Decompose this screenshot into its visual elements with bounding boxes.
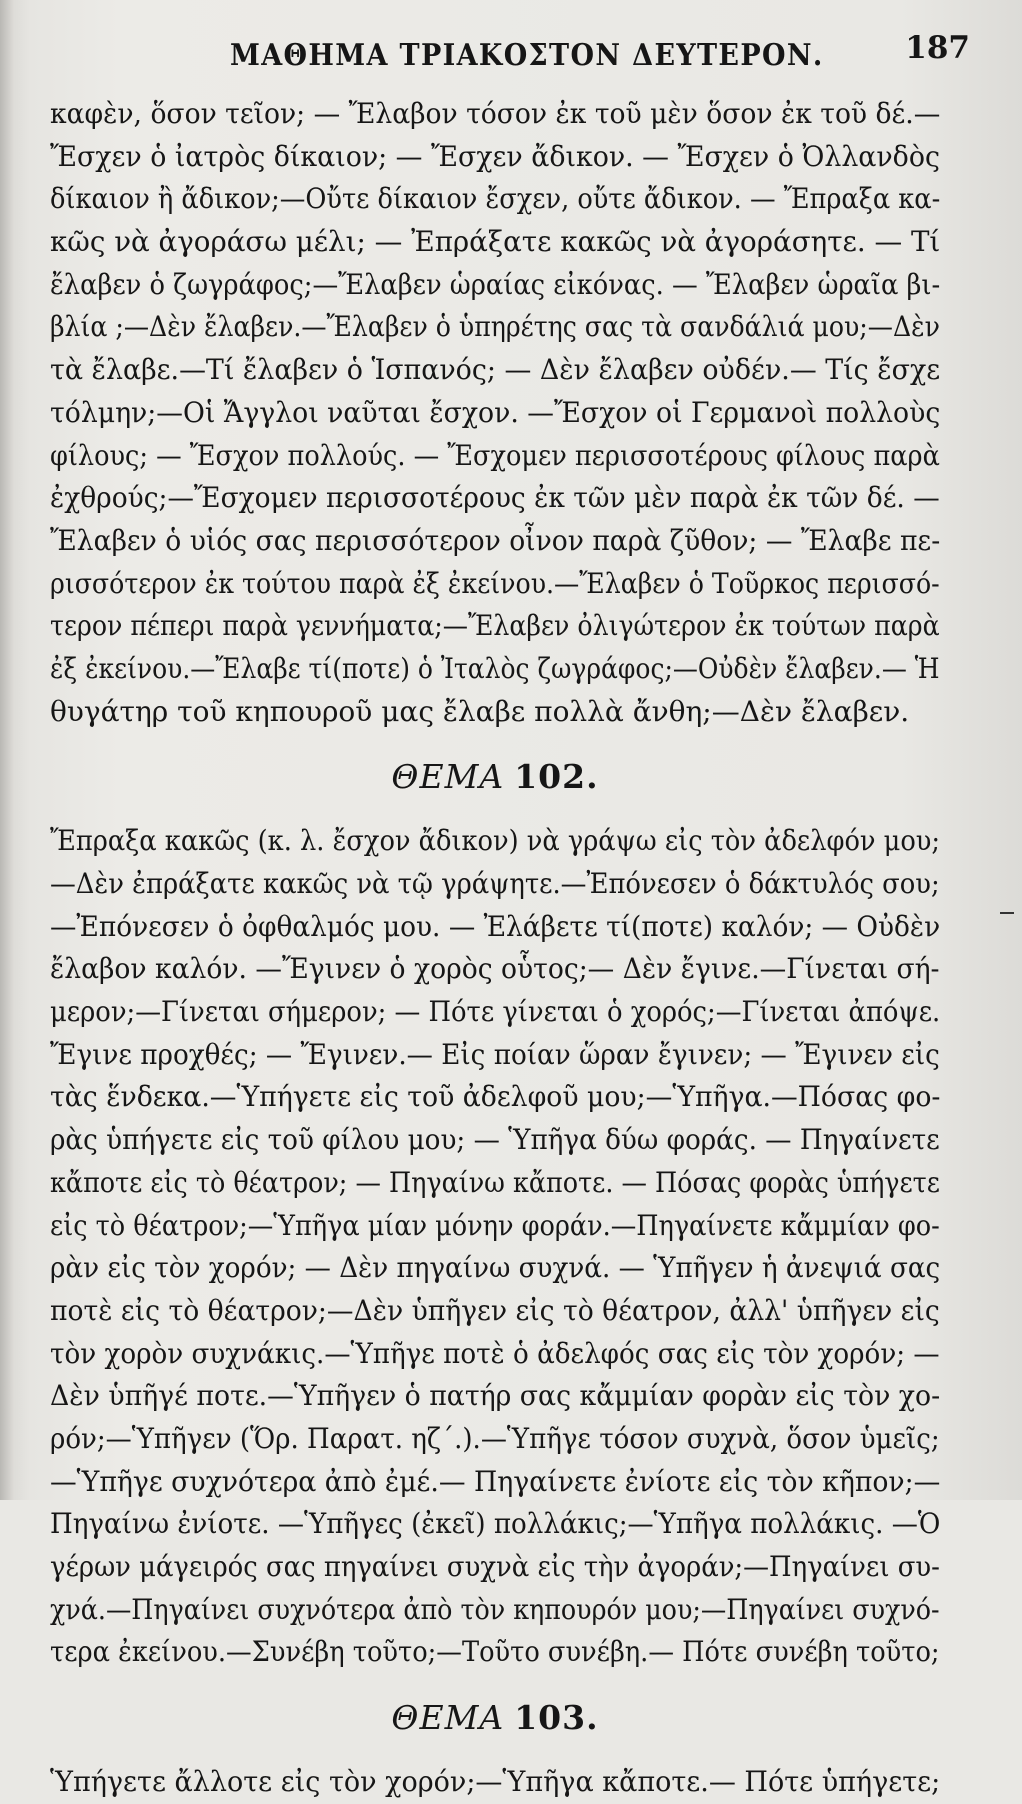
text-line: —Ἐπόνεσεν ὁ ὀφθαλμός μου. — Ἐλάβετε τί(ποτε) καλόν; — Οὐδὲν xyxy=(50,909,941,943)
text-line: —Δὲν ἐπράξατε κακῶς νὰ τῷ γράψητε.—Ἐπόνεσεν ὁ δάκτυλός σου; xyxy=(50,867,940,900)
text-line: γέρων μάγειρός σας πηγαίνει συχνὰ εἰς τὴν ἀγοράν;—Πηγαίνει συ- xyxy=(50,1550,940,1583)
text-line: ρὰς ὑπήγετε εἰς τοῦ φίλου μου; — Ὑπῆγα δύω φοράς. — Πηγαίνετε xyxy=(50,1123,940,1157)
text-line: ρισσότερον ἐκ τούτου παρὰ ἐξ ἐκείνου.—Ἔλαβεν ὁ Τοῦρκος περισσό- xyxy=(50,566,940,600)
theme-number: 102. xyxy=(514,757,599,797)
page-number: 187 xyxy=(905,30,970,66)
theme-number: 103. xyxy=(514,1698,599,1738)
text-line: ρὰν εἰς τὸν χορόν; — Δὲν πηγαίνω συχνά. — Ὑπῆγεν ἡ ἀνεψιά σας xyxy=(50,1251,941,1285)
text-line: Ἔγινε προχθές; — Ἔγινεν.— Εἰς ποίαν ὥραν ἔγινεν; — Ἔγινεν εἰς xyxy=(50,1037,940,1071)
text-line: θυγάτηρ τοῦ κηπουροῦ μας ἔλαβε πολλὰ ἄνθη;—Δὲν ἔλαβεν. xyxy=(50,694,910,728)
text-line: Ἔσχεν ὁ ἰατρὸς δίκαιον; — Ἔσχεν ἄδικον. — Ἔσχεν ὁ Ὀλλανδὸς xyxy=(50,139,940,173)
text-line: Πηγαίνω ἐνίοτε. —Ὑπῆγες (ἐκεῖ) πολλάκις;—Ὑπῆγα πολλάκις. —Ὁ xyxy=(50,1507,941,1541)
text-line: ἔλαβον καλόν. —Ἔγινεν ὁ χορὸς οὗτος;— Δὲν ἔγινε.—Γίνεται σή- xyxy=(50,952,940,986)
text-line: τὰς ἕνδεκα.—Ὑπήγετε εἰς τοῦ ἀδελφοῦ μου;—Ὑπῆγα.—Πόσας φο- xyxy=(50,1080,941,1114)
text-line: κῶς νὰ ἀγοράσω μέλι; — Ἐπράξατε κακῶς νὰ ἀγοράσητε. — Τί xyxy=(50,225,941,259)
text-line: Ἔλαβεν ὁ υἱός σας περισσότερον οἶνον παρὰ ζῦθον; — Ἔλαβε πε- xyxy=(50,523,941,557)
page-header xyxy=(48,30,984,80)
theme-label: ΘΕΜΑ xyxy=(391,1698,505,1738)
page-binding-edge xyxy=(0,0,14,1500)
text-line: τερον πέπερι παρὰ γεννήματα;—Ἔλαβεν ὀλιγώτερον ἐκ τούτων παρὰ xyxy=(50,609,940,643)
paragraph-3 xyxy=(50,1761,940,1804)
text-line: ἐχθρούς;—Ἔσχομεν περισσοτέρους ἐκ τῶν μὲν παρὰ ἐκ τῶν δέ. — xyxy=(50,481,940,515)
paragraph-1 xyxy=(50,93,940,733)
text-line: κἄποτε εἰς τὸ θέατρον; — Πηγαίνω κἄποτε. — Πόσας φορὰς ὑπήγετε xyxy=(50,1165,940,1199)
paragraph-2 xyxy=(50,820,940,1674)
theme-label: ΘΕΜΑ xyxy=(391,757,505,797)
text-line: ἐξ ἐκείνου.—Ἔλαβε τί(ποτε) ὁ Ἰταλὸς ζωγράφος;—Οὐδὲν ἔλαβεν.— Ἡ xyxy=(50,651,940,685)
text-line: δίκαιον ἢ ἄδικον;—Οὔτε δίκαιον ἔσχεν, οὔτε ἄδικον. — Ἔπραξα κα- xyxy=(50,182,941,216)
text-line: εἰς τὸ θέατρον;—Ὑπῆγα μίαν μόνην φοράν.—Πηγαίνετε κἄμμίαν φο- xyxy=(50,1208,940,1242)
text-line: φίλους; — Ἔσχον πολλούς. — Ἔσχομεν περισσοτέρους φίλους παρὰ xyxy=(50,438,940,472)
text-line: καφὲν, ὅσον τεῖον; — Ἔλαβον τόσον ἐκ τοῦ μὲν ὅσον ἐκ τοῦ δέ.— xyxy=(50,97,941,130)
text-line: ποτὲ εἰς τὸ θέατρον;—Δὲν ὑπῆγεν εἰς τὸ θέατρον, ἀλλ' ὑπῆγεν εἰς xyxy=(50,1293,940,1327)
section-heading-theme-102 xyxy=(50,733,940,820)
text-line: τὰ ἔλαβε.—Τί ἔλαβεν ὁ Ἱσπανός; — Δὲν ἔλαβεν οὐδέν.— Τίς ἔσχε xyxy=(50,353,941,387)
running-head: ΜΑΘΗΜΑ ΤΡΙΑΚΟΣΤΟΝ ΔΕΥΤΕΡΟΝ. xyxy=(230,38,824,73)
text-line: ἔλαβεν ὁ ζωγράφος;—Ἔλαβεν ὡραίας εἰκόνας. — Ἔλαβεν ὡραῖα βι- xyxy=(50,267,941,301)
text-block xyxy=(50,93,940,1804)
text-line: χνά.—Πηγαίνει συχνότερα ἀπὸ τὸν κηπουρόν μου;—Πηγαίνει συχνό- xyxy=(50,1592,940,1626)
text-line: Ἔπραξα κακῶς (κ. λ. ἔσχον ἄδικον) νὰ γράψω εἰς τὸν ἀδελφόν μου; xyxy=(50,824,941,858)
text-line: τόλμην;—Οἱ Ἄγγλοι ναῦται ἔσχον. —Ἔσχον οἱ Γερμανοὶ πολλοὺς xyxy=(50,395,941,429)
text-line: ρόν;—Ὑπῆγεν (Ὅρ. Παρατ. ηζ΄.).—Ὑπῆγε τόσον συχνὰ, ὅσον ὑμεῖς; xyxy=(50,1421,940,1455)
section-heading-theme-103 xyxy=(50,1674,940,1761)
text-line: —Ὑπῆγε συχνότερα ἀπὸ ἐμέ.— Πηγαίνετε ἐνίοτε εἰς τὸν κῆπον;— xyxy=(50,1464,941,1498)
text-line: Δὲν ὑπῆγέ ποτε.—Ὑπῆγεν ὁ πατήρ σας κἄμμίαν φορὰν εἰς τὸν χο- xyxy=(50,1379,941,1413)
text-line: Ὑπήγετε ἄλλοτε εἰς τὸν χορόν;—Ὑπῆγα κἄποτε.— Πότε ὑπήγετε; xyxy=(50,1765,941,1799)
text-line: τερα ἐκείνου.—Συνέβη τοῦτο;—Τοῦτο συνέβη.— Πότε συνέβη τοῦτο; xyxy=(50,1635,940,1669)
text-line: τὸν χορὸν συχνάκις.—Ὑπῆγε ποτὲ ὁ ἀδελφός σας εἰς τὸν χορόν; — xyxy=(50,1336,940,1370)
text-line: βλία ;—Δὲν ἔλαβεν.—Ἔλαβεν ὁ ὑπηρέτης σας τὰ σανδάλιά μου;—Δὲν xyxy=(50,310,940,344)
text-line: μερον;—Γίνεται σήμερον; — Πότε γίνεται ὁ χορός;—Γίνεται ἀπόψε. xyxy=(50,995,941,1029)
margin-ink-mark xyxy=(1000,912,1014,914)
